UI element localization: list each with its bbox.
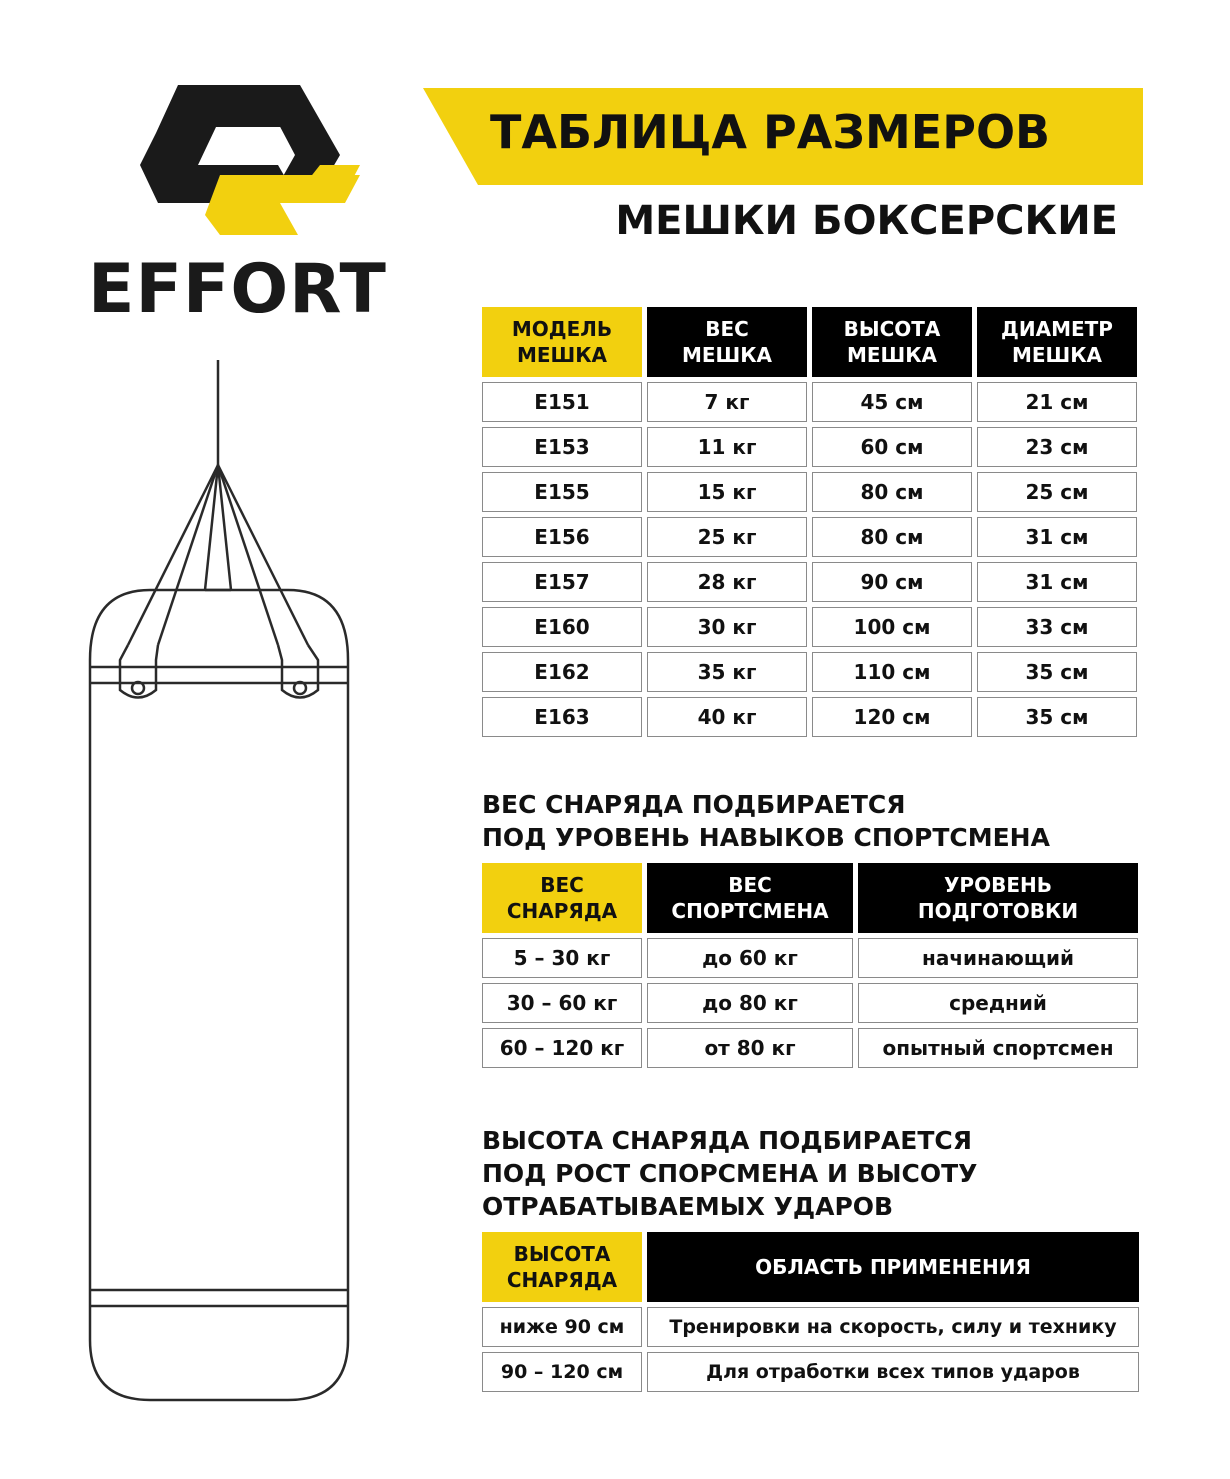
header-height: ВЫСОТА МЕШКА [812,307,972,377]
cell-bag-weight: 5 – 30 кг [482,938,642,978]
weight-selection-table [477,858,1143,1073]
cell-height: 110 см [812,652,972,692]
cell-weight: 25 кг [647,517,807,557]
cell-application: Тренировки на скорость, силу и технику [647,1307,1139,1347]
cell-diameter: 25 см [977,472,1137,512]
cell-weight: 30 кг [647,607,807,647]
header-diameter: ДИАМЕТР МЕШКА [977,307,1137,377]
table-row [482,697,1137,737]
cell-height: 80 см [812,472,972,512]
header-application: ОБЛАСТЬ ПРИМЕНЕНИЯ [647,1232,1139,1302]
table-row [482,652,1137,692]
models-table [477,302,1142,742]
cell-height: 45 см [812,382,972,422]
cell-height: 120 см [812,697,972,737]
cell-weight: 40 кг [647,697,807,737]
page-title: ТАБЛИЦА РАЗМЕРОВ [490,105,1051,159]
cell-height: 100 см [812,607,972,647]
cell-model: E151 [482,382,642,422]
cell-bag-weight: 60 – 120 кг [482,1028,642,1068]
cell-model: E155 [482,472,642,512]
cell-diameter: 31 см [977,517,1137,557]
header-athlete-weight: ВЕС СПОРТСМЕНА [647,863,853,933]
table-row [482,382,1137,422]
cell-model: E156 [482,517,642,557]
cell-height: 90 см [812,562,972,602]
cell-weight: 35 кг [647,652,807,692]
weight-section-heading [482,788,1050,854]
cell-model: E160 [482,607,642,647]
cell-level: начинающий [858,938,1138,978]
header-level: УРОВЕНЬ ПОДГОТОВКИ [858,863,1138,933]
cell-diameter: 35 см [977,697,1137,737]
table-row [482,472,1137,512]
cell-diameter: 31 см [977,562,1137,602]
header-model: МОДЕЛЬ МЕШКА [482,307,642,377]
height-selection-table [477,1227,1144,1397]
cell-athlete-weight: до 60 кг [647,938,853,978]
heading-line: ОТРАБАТЫВАЕМЫХ УДАРОВ [482,1192,894,1221]
table-row [482,1307,1139,1347]
heading-line: ПОД РОСТ СПОРСМЕНА И ВЫСОТУ [482,1159,978,1188]
page-subtitle: МЕШКИ БОКСЕРСКИЕ [615,198,1118,244]
cell-weight: 7 кг [647,382,807,422]
cell-diameter: 35 см [977,652,1137,692]
table-row [482,427,1137,467]
cell-height: 60 см [812,427,972,467]
cell-level: средний [858,983,1138,1023]
header-weight: ВЕС МЕШКА [647,307,807,377]
brand-name: EFFORT [88,250,387,329]
height-section-heading [482,1124,977,1223]
cell-weight: 15 кг [647,472,807,512]
table-row [482,938,1138,978]
cell-bag-weight: 30 – 60 кг [482,983,642,1023]
table-header-row [482,1232,1139,1302]
punching-bag-icon [80,355,370,1405]
cell-weight: 11 кг [647,427,807,467]
heading-line: ВЫСОТА СНАРЯДА ПОДБИРАЕТСЯ [482,1126,972,1155]
table-row [482,607,1137,647]
cell-diameter: 33 см [977,607,1137,647]
header-bag-height: ВЫСОТА СНАРЯДА [482,1232,642,1302]
heading-line: ПОД УРОВЕНЬ НАВЫКОВ СПОРТСМЕНА [482,823,1050,852]
table-row [482,517,1137,557]
cell-model: E162 [482,652,642,692]
cell-model: E153 [482,427,642,467]
cell-athlete-weight: до 80 кг [647,983,853,1023]
header-bag-weight: ВЕС СНАРЯДА [482,863,642,933]
cell-application: Для отработки всех типов ударов [647,1352,1139,1392]
table-row [482,983,1138,1023]
cell-level: опытный спортсмен [858,1028,1138,1068]
table-header-row [482,307,1137,377]
cell-model: E163 [482,697,642,737]
table-header-row [482,863,1138,933]
table-row [482,1352,1139,1392]
cell-diameter: 23 см [977,427,1137,467]
cell-weight: 28 кг [647,562,807,602]
cell-athlete-weight: от 80 кг [647,1028,853,1068]
cell-model: E157 [482,562,642,602]
table-row [482,562,1137,602]
cell-height: 80 см [812,517,972,557]
cell-bag-height: ниже 90 см [482,1307,642,1347]
cell-bag-height: 90 – 120 см [482,1352,642,1392]
cell-diameter: 21 см [977,382,1137,422]
heading-line: ВЕС СНАРЯДА ПОДБИРАЕТСЯ [482,790,906,819]
table-row [482,1028,1138,1068]
